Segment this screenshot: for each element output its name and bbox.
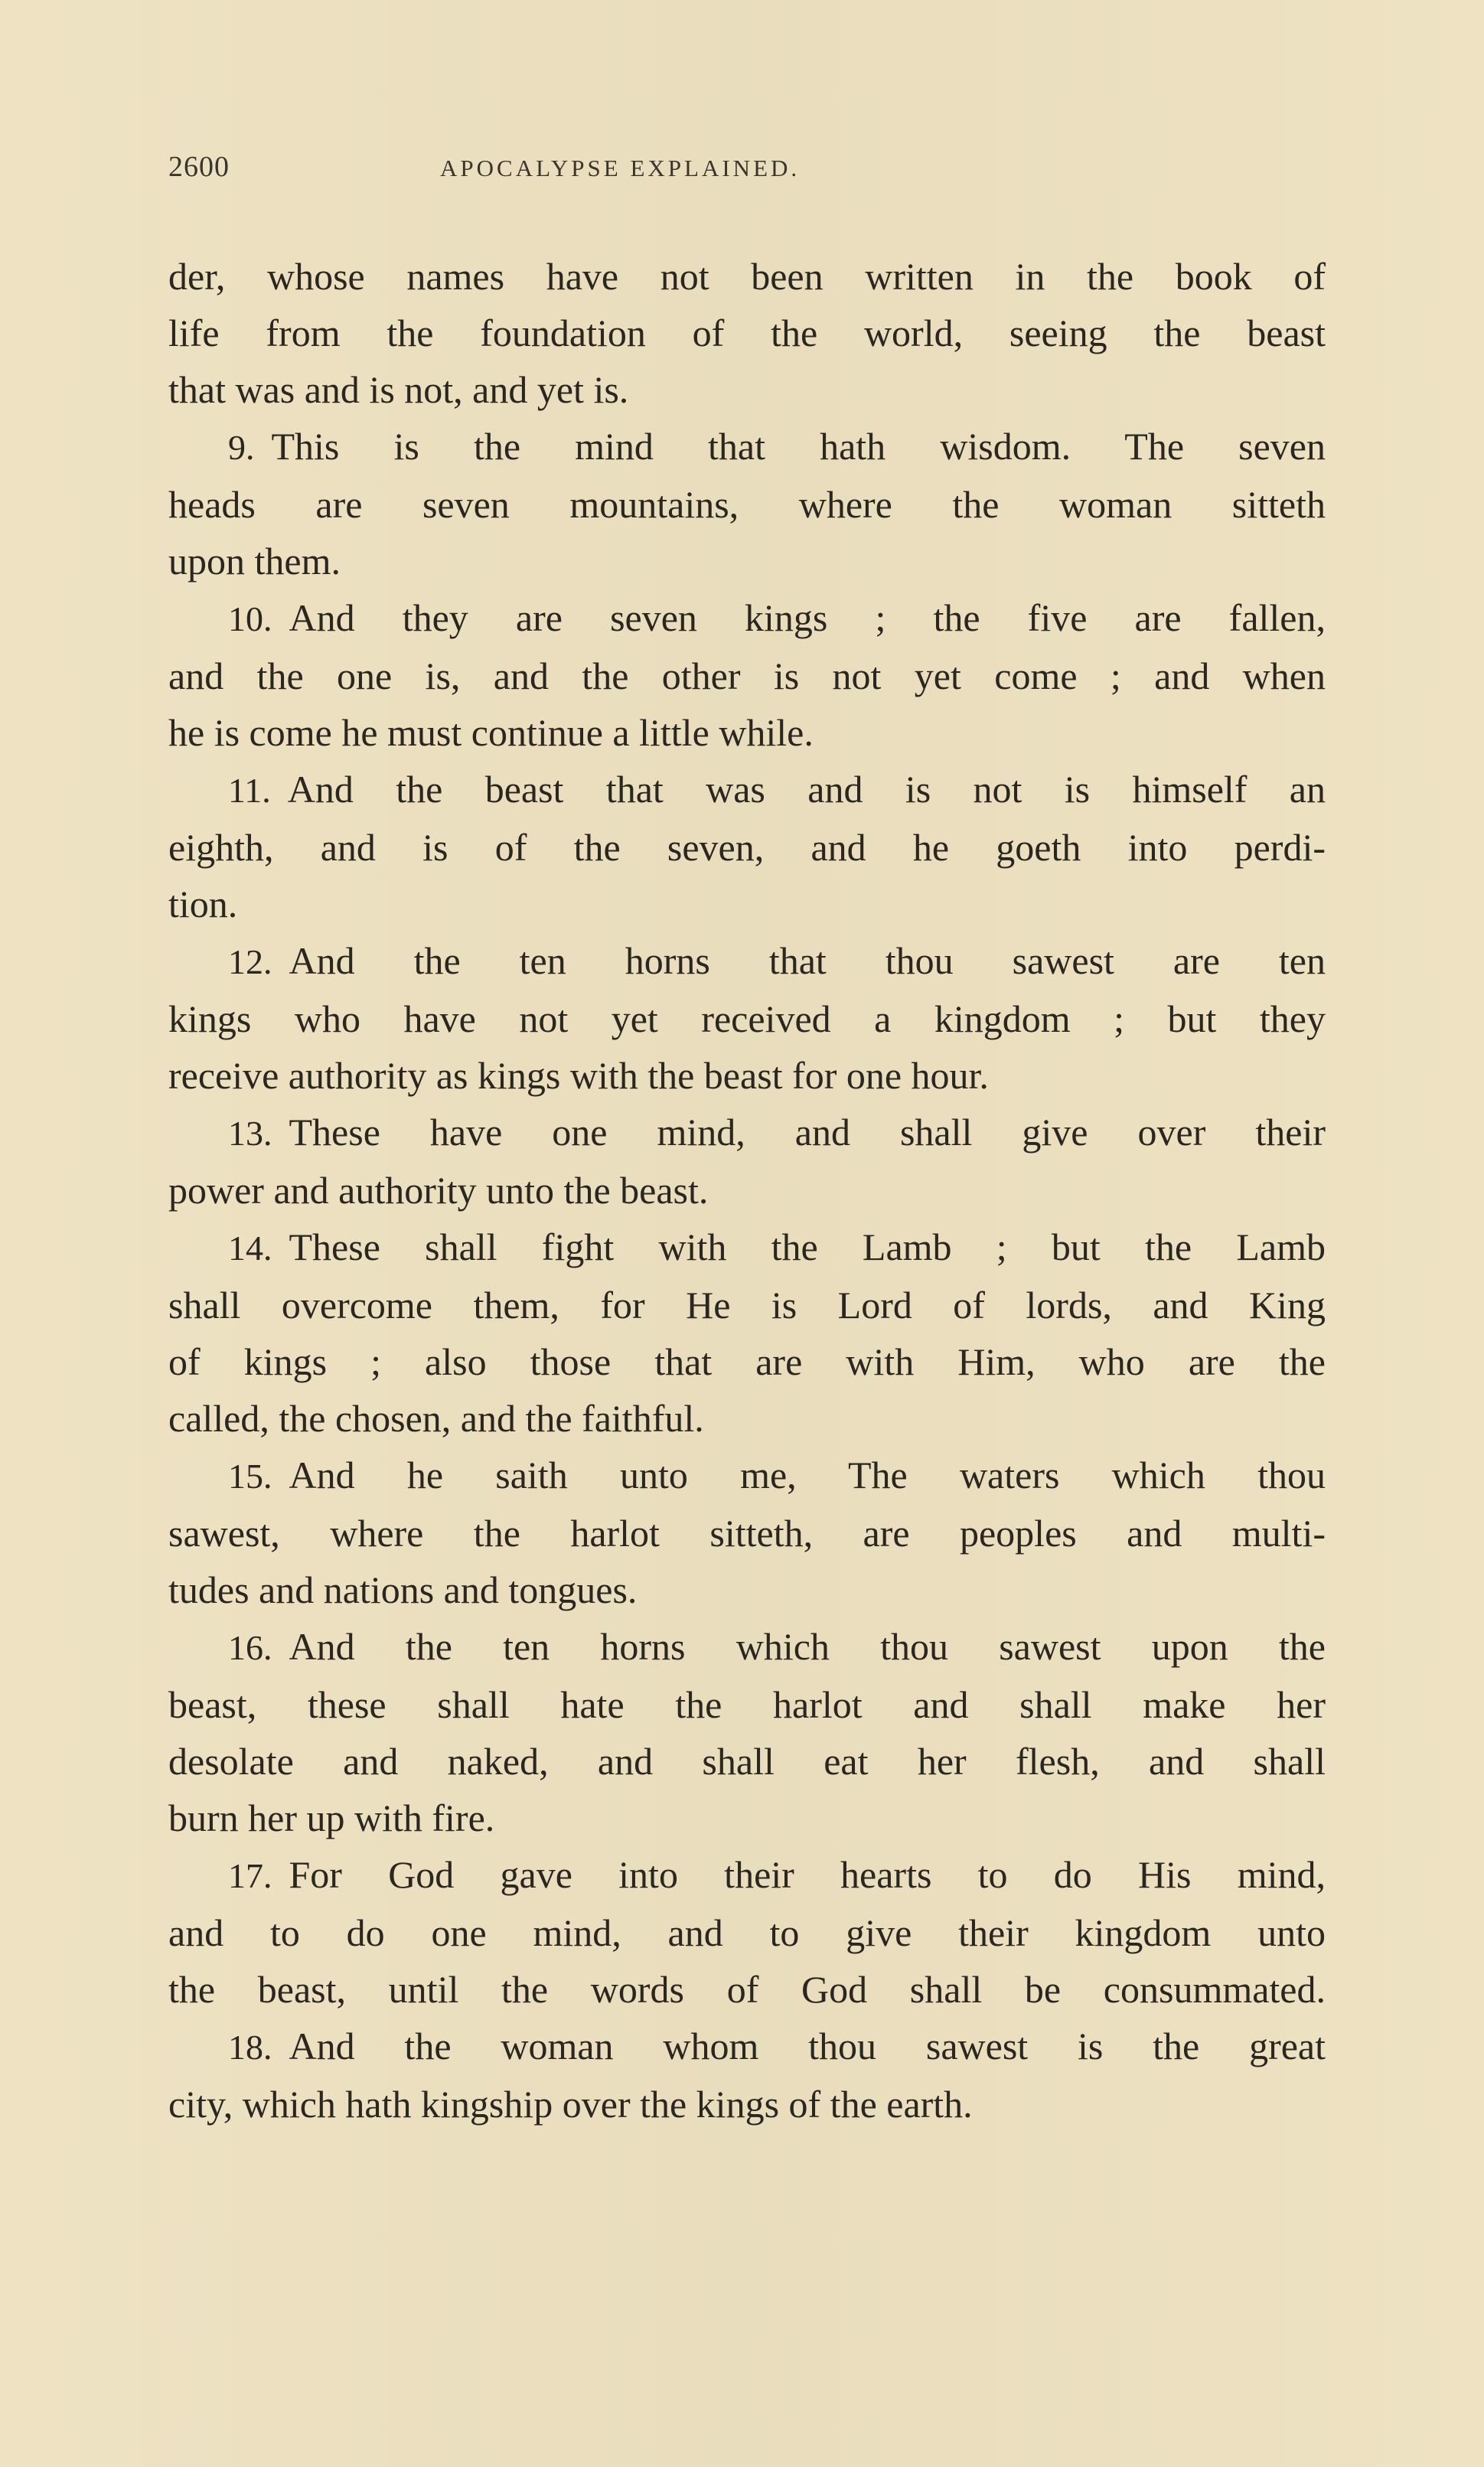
verse-number: 14.: [228, 1229, 272, 1268]
page-number: 2600: [168, 151, 230, 183]
text-line: [168, 418, 1326, 476]
verse-number: 11.: [228, 771, 271, 810]
text-line: city, which hath kingship over the kings of the earth.: [168, 2083, 973, 2126]
verse-16: [168, 1618, 1326, 1846]
verse-number: 9.: [228, 428, 255, 467]
verse-text: And the woman whom thou sawest is the great: [289, 2025, 1326, 2067]
verse-number: 12.: [228, 942, 272, 981]
text-line: life from the foundation of the world, seeing the beast: [168, 312, 1326, 354]
verse-9: [168, 418, 1326, 589]
text-line: [168, 1447, 1326, 1505]
verse-18: [168, 2018, 1326, 2133]
verse-number: 18.: [228, 2028, 272, 2067]
running-title: APOCALYPSE EXPLAINED.: [440, 155, 801, 181]
text-line: [168, 1104, 1326, 1162]
running-head: [168, 150, 1326, 188]
text-line: power and authority unto the beast.: [168, 1169, 709, 1212]
verse-12: [168, 932, 1326, 1104]
text-line: and the one is, and the other is not yet come ; and when: [168, 654, 1326, 697]
text-line: tudes and nations and tongues.: [168, 1568, 638, 1611]
verse-text: This is the mind that hath wisdom. The seven: [271, 425, 1326, 468]
text-line: [168, 1618, 1326, 1676]
verse-text: And he saith unto me, The waters which thou: [289, 1454, 1326, 1496]
verse-text: And they are seven kings ; the five are fallen,: [289, 596, 1326, 639]
verse-text: These have one mind, and shall give over their: [289, 1111, 1326, 1154]
verse-11: [168, 761, 1326, 932]
paragraph-continuation: [168, 248, 1326, 418]
text-line: shall overcome them, for He is Lord of lords, and King: [168, 1284, 1326, 1327]
verse-text: And the ten horns that thou sawest are ten: [289, 939, 1326, 982]
text-line: kings who have not yet received a kingdom ; but they: [168, 997, 1326, 1040]
verse-15: [168, 1447, 1326, 1618]
verse-text: These shall fight with the Lamb ; but the Lamb: [289, 1225, 1326, 1268]
text-line: tion.: [168, 883, 238, 925]
text-line: desolate and naked, and shall eat her flesh, and shall: [168, 1740, 1326, 1783]
verse-text: And the beast that was and is not is himself an: [287, 768, 1326, 811]
verse-10: [168, 589, 1326, 761]
text-line: burn her up with fire.: [168, 1796, 495, 1839]
verse-text: And the ten horns which thou sawest upon the: [289, 1625, 1326, 1668]
text-line: called, the chosen, and the faithful.: [168, 1397, 704, 1440]
text-line: that was and is not, and yet is.: [168, 368, 629, 411]
text-line: heads are seven mountains, where the woman sitteth: [168, 483, 1326, 526]
text-line: of kings ; also those that are with Him, who are the: [168, 1340, 1326, 1383]
book-page: [168, 150, 1326, 2133]
verse-number: 13.: [228, 1114, 272, 1153]
body-text: [168, 248, 1326, 2133]
text-line: upon them.: [168, 540, 341, 582]
verse-17: [168, 1846, 1326, 2018]
text-line: [168, 1219, 1326, 1277]
verse-number: 10.: [228, 599, 272, 638]
text-line: [168, 2018, 1326, 2076]
verse-14: [168, 1219, 1326, 1447]
text-line: he is come he must continue a little while.: [168, 711, 814, 754]
text-line: beast, these shall hate the harlot and shall make her: [168, 1683, 1326, 1726]
text-line: der, whose names have not been written in the book of: [168, 255, 1326, 298]
text-line: [168, 589, 1326, 648]
text-line: receive authority as kings with the beast for one hour.: [168, 1054, 989, 1097]
verse-number: 16.: [228, 1628, 272, 1667]
text-line: sawest, where the harlot sitteth, are peoples and multi-: [168, 1512, 1326, 1555]
verse-text: For God gave into their hearts to do His mind,: [289, 1853, 1326, 1896]
verse-13: [168, 1104, 1326, 1219]
text-line: the beast, until the words of God shall be consummated.: [168, 1968, 1326, 2011]
text-line: eighth, and is of the seven, and he goeth into perdi-: [168, 826, 1326, 869]
verse-number: 15.: [228, 1457, 272, 1496]
verse-number: 17.: [228, 1856, 272, 1895]
text-line: [168, 761, 1326, 819]
text-line: [168, 1846, 1326, 1904]
text-line: and to do one mind, and to give their kingdom unto: [168, 1911, 1326, 1954]
text-line: [168, 932, 1326, 990]
